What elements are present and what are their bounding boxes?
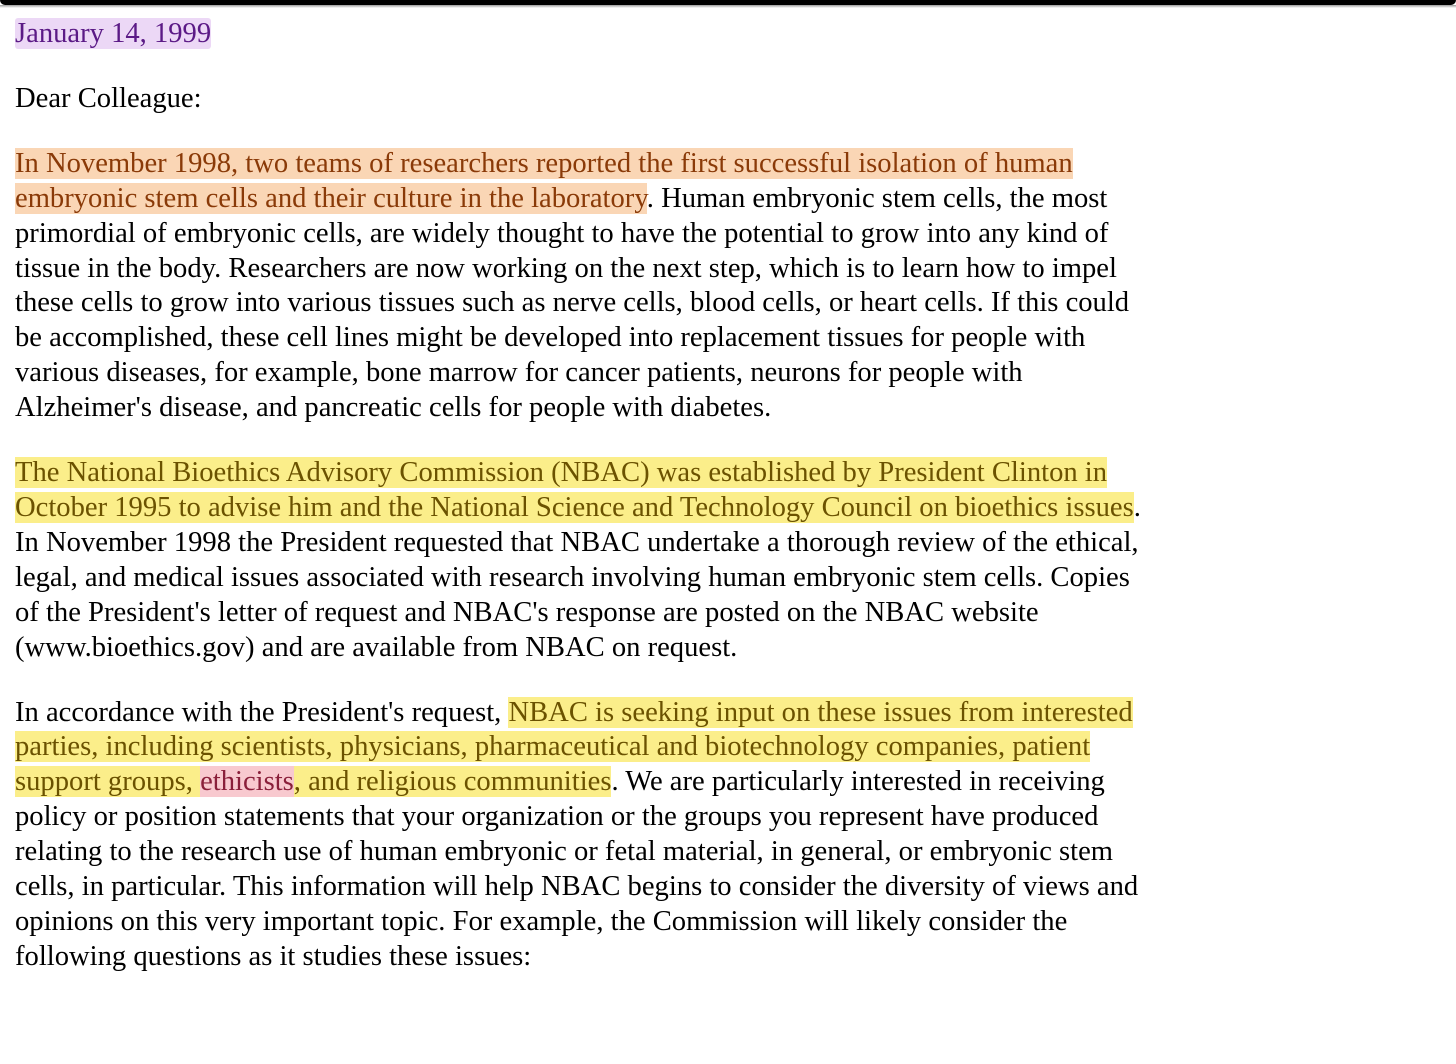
paragraph-2 bbox=[15, 456, 1145, 665]
paragraph-3 bbox=[15, 696, 1145, 975]
window-top-shadow bbox=[0, 5, 1456, 8]
letter-salutation: Dear Colleague: bbox=[15, 82, 202, 114]
paragraph-3-text: . We are particularly interested in receiving policy or position statements that your organization or the groups you represent have produced relating to the research use of human embryonic or fetal material, in general, or embryonic stem cells, in particular. This information will help NBAC begins to consider the diversity of views and opinions on this very important topic. For example, the Commission will likely consider the following questions as it studies these issues: bbox=[15, 766, 1139, 972]
letter-document bbox=[15, 17, 1145, 1005]
paragraph-3-lead: In accordance with the President's request, bbox=[15, 696, 509, 728]
paragraph-2-text: . In November 1998 the President requested that NBAC undertake a thorough review of the ethical, legal, and medical issues associated with research involving human embryonic stem cells. Copies of the President's letter of request and NBAC's response are posted on the NBAC website (www.bioethics.gov) and are available from NBAC on request. bbox=[15, 491, 1141, 663]
paragraph-3-highlight-ethicists: ethicists bbox=[200, 766, 294, 798]
paragraph-2-highlight: The National Bioethics Advisory Commission (NBAC) was established by President Clinton in October 1995 to advise him and the National Science and Technology Council on bioethics issues bbox=[15, 457, 1134, 523]
paragraph-1-highlight: In November 1998, two teams of researchers reported the first successful isolation of human embryonic stem cells and their culture in the laboratory bbox=[15, 147, 1073, 214]
letter-date-line bbox=[15, 17, 1145, 52]
paragraph-3-highlight-b: , and religious communities bbox=[293, 766, 612, 798]
paragraph-3-highlight-a: NBAC is seeking input on these issues from interested parties, including scientists, physicians, pharmaceutical and biotechnology companies, patient support groups, bbox=[15, 696, 1133, 798]
letter-date: January 14, 1999 bbox=[15, 18, 212, 49]
paragraph-1 bbox=[15, 147, 1145, 426]
paragraph-1-text: . Human embryonic stem cells, the most primordial of embryonic cells, are widely thought to have the potential to grow into any kind of tissue in the body. Researchers are now working on the next step, which is to learn how to impel these cells to grow into various tissues such as nerve cells, blood cells, or heart cells. If this could be accomplished, these cell lines might be developed into replacement tissues for people with various diseases, for example, bone marrow for cancer patients, neurons for people with Alzheimer's disease, and pancreatic cells for people with diabetes. bbox=[15, 182, 1130, 424]
